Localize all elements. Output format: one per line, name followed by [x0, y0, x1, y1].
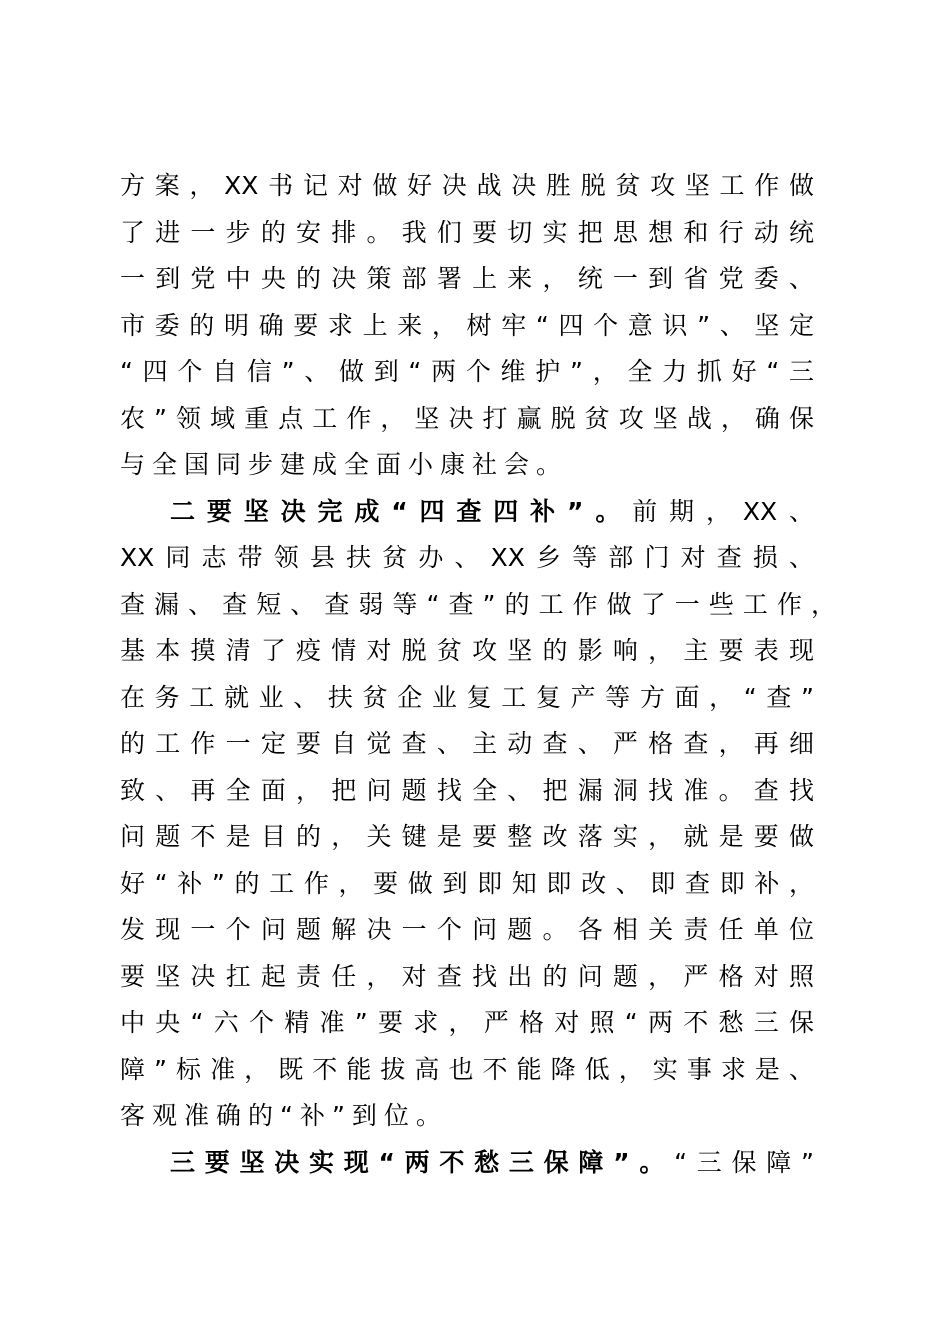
paragraph-line-with-heading	[120, 489, 814, 536]
text-line: 基本摸清了疫情对脱贫攻坚的影响，主要表现	[120, 636, 814, 665]
text-line: 致、再全面，把问题找全、把漏洞找准。查找	[120, 775, 814, 805]
text-line: 在务工就业、扶贫企业复工复产等方面，“查”	[120, 682, 814, 712]
text-line: 了进一步的安排。我们要切实把思想和行动统	[120, 217, 814, 247]
text-line: 发现一个问题解决一个问题。各相关责任单位	[120, 915, 814, 944]
text-line: 客观准确的“补”到位。	[120, 1101, 448, 1130]
text-line: XX同志带领县扶贫办、XX乡等部门对查损、	[120, 543, 814, 572]
text-run: 前期，XX、	[632, 496, 814, 526]
text-line: 问题不是目的，关键是要整改落实，就是要做	[120, 822, 814, 851]
text-line: 的工作一定要自觉查、主动查、严格查，再细	[120, 729, 814, 758]
section-heading: 二要坚决完成“四查四补”。	[170, 496, 633, 526]
text-line: “四个自信”、做到“两个维护”，全力抓好“三	[120, 357, 814, 386]
paragraph-line-with-heading	[120, 1140, 814, 1187]
text-line: 方案，XX书记对做好决战决胜脱贫攻坚工作做	[120, 171, 814, 200]
text-line: 查漏、查短、查弱等“查”的工作做了一些工作，	[120, 589, 836, 619]
text-line: 与全国同步建成全面小康社会。	[120, 450, 569, 479]
section-heading: 三要坚决实现“两不愁三保障”。	[170, 1147, 675, 1177]
document-body	[120, 163, 840, 1186]
text-line: 农”领域重点工作，坚决打赢脱贫攻坚战，确保	[120, 403, 814, 433]
text-line: 要坚决扛起责任，对查找出的问题，严格对照	[120, 961, 814, 991]
text-line: 好“补”的工作，要做到即知即改、即查即补，	[120, 868, 814, 898]
text-line: 一到党中央的决策部署上来，统一到省党委、	[120, 264, 814, 293]
text-line: 中央“六个精准”要求，严格对照“两不愁三保	[120, 1008, 814, 1037]
text-run: “三保障”	[674, 1147, 814, 1177]
text-line: 市委的明确要求上来，树牢“四个意识”、坚定	[120, 310, 814, 340]
text-line: 障”标准，既不能拔高也不能降低，实事求是、	[120, 1054, 814, 1084]
